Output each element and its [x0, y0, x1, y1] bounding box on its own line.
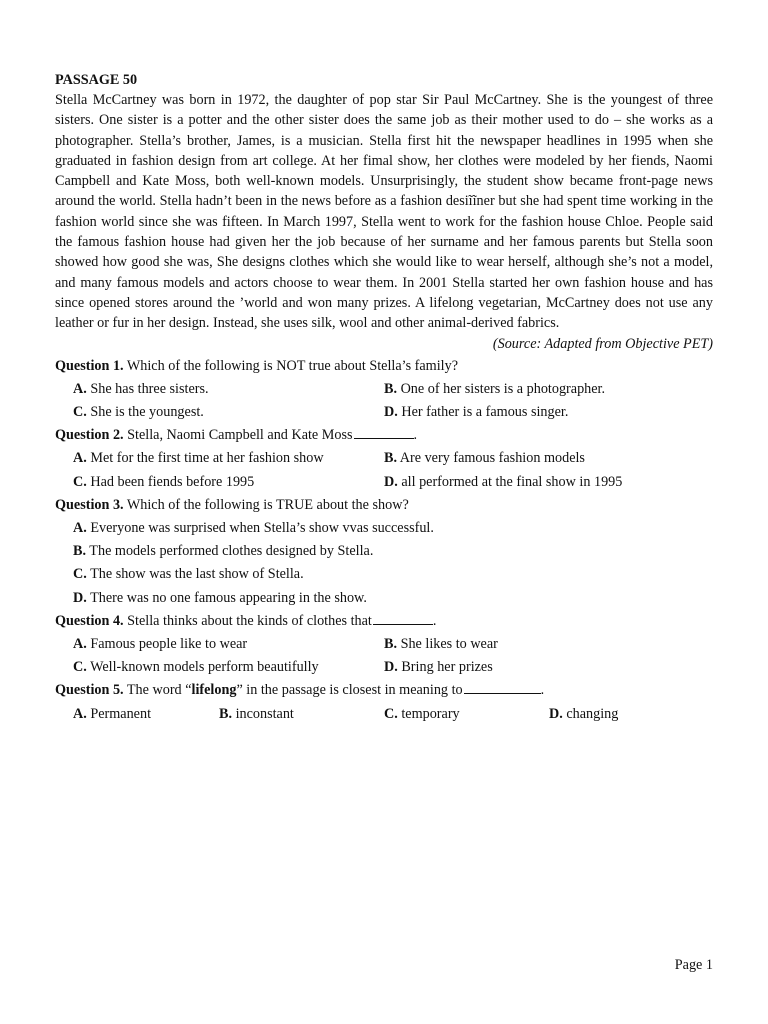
option-b — [219, 703, 294, 726]
question-tail: . — [540, 682, 545, 699]
question-label: Question 5. — [55, 682, 124, 699]
option-text: Are very famous fashion models — [397, 450, 585, 467]
option-row — [55, 401, 713, 424]
passage-text: Stella McCartney was born in 1972, the daughter of pop star Sir Paul McCartney. She is the youngest of three sisters. One sister is a potter and the other sister does the same job as their mother used to do – she works as a photographer. Stella’s brother, James, is a musician. Stella first hit the newspaper headlines in 1995 when she graduated in fashion design from art college. At her fimal show, her clothes were modeled by her fiends, Naomi Campbell and Kate Moss, both well-known models. Unsurprisingly, the student show became front-page news around the world. Stella hadn’t been in the news before as a fashion desiĩĩner but she had spent time working in the fashion world since she was fifteen. In March 1997, Stella went to work for the fashion house Chloe. People said the famous fashion house had given her the job because of her surname and her famous parents but Stella soon showed how good she was, She designs clothes which she would like to wear herself, although she’s not a model, and many famous models and actors choose to wear them. In 2001 Stella started her own fashion house and has since opened stores around the ’world and won many prizes. A lifelong vegetarian, McCartney does not use any leather or fur in her design. Instead, she uses silk, wool and other animal-derived fabrics. — [55, 92, 713, 332]
option-letter: C. — [73, 566, 87, 583]
option-b — [384, 633, 498, 656]
option-letter: D. — [384, 659, 398, 676]
question-label: Question 1. — [55, 357, 124, 374]
answer-blank — [464, 679, 541, 694]
option-letter: B. — [384, 380, 398, 397]
question-tail: . — [432, 612, 437, 629]
question-keyword: lifelong — [191, 682, 237, 699]
option-row — [55, 471, 713, 494]
option-d — [384, 656, 493, 679]
option-letter: D. — [73, 589, 87, 606]
option-text: all performed at the final show in 1995 — [397, 473, 623, 490]
option-letter: C. — [73, 473, 87, 490]
option-d — [549, 703, 618, 726]
passage-title: PASSAGE 50 — [55, 72, 138, 88]
question-text: Stella, Naomi Campbell and Kate Moss — [123, 427, 353, 444]
question-tail: . — [413, 427, 418, 444]
option-text: Had been fiends before 1995 — [86, 473, 255, 490]
option-text: Met for the first time at her fashion show — [86, 450, 324, 467]
option-letter: A. — [73, 450, 87, 467]
option-row — [55, 378, 713, 401]
option-letter: C. — [73, 403, 87, 420]
question-text: The word “ — [123, 682, 192, 699]
option-text: Everyone was surprised when Stella’s show vvas successful. — [86, 519, 434, 536]
answer-blank — [373, 610, 433, 625]
option-c — [73, 656, 319, 679]
option-letter: A. — [73, 519, 87, 536]
passage-source: (Source: Adapted from Objective PET) — [492, 335, 713, 352]
question-1 — [55, 355, 713, 378]
option-text: inconstant — [232, 705, 294, 722]
option-row — [55, 656, 713, 679]
option-text: temporary — [397, 705, 460, 722]
option-text: The show was the last show of Stella. — [86, 566, 304, 583]
option-a — [73, 633, 247, 656]
option-letter: C. — [384, 705, 398, 722]
option-row — [55, 703, 713, 726]
option-text: She likes to wear — [397, 635, 498, 652]
option-letter: C. — [73, 659, 87, 676]
option-a — [55, 517, 713, 540]
option-b — [384, 378, 605, 401]
option-c — [73, 401, 204, 424]
question-text: Stella thinks about the kinds of clothes that — [123, 612, 372, 629]
option-text: Permanent — [86, 705, 152, 722]
option-letter: B. — [73, 543, 87, 560]
option-letter: A. — [73, 380, 87, 397]
option-text: She has three sisters. — [86, 380, 209, 397]
option-text: One of her sisters is a photographer. — [397, 380, 606, 397]
option-a — [73, 703, 151, 726]
option-letter: A. — [73, 705, 87, 722]
answer-blank — [354, 424, 414, 439]
option-d — [384, 401, 568, 424]
option-text: The models performed clothes designed by Stella. — [86, 543, 374, 560]
option-letter: B. — [384, 450, 398, 467]
option-text: Famous people like to wear — [86, 635, 248, 652]
question-text: Which of the following is NOT true about Stella’s family? — [123, 357, 458, 374]
question-2 — [55, 424, 713, 447]
option-letter: B. — [384, 635, 398, 652]
question-label: Question 2. — [55, 427, 124, 444]
option-text: changing — [562, 705, 619, 722]
option-text: There was no one famous appearing in the show. — [86, 589, 367, 606]
option-b — [55, 540, 713, 563]
option-c — [55, 563, 713, 586]
option-text: She is the youngest. — [86, 403, 204, 420]
option-letter: D. — [384, 473, 398, 490]
option-row — [55, 633, 713, 656]
option-text: Well-known models perform beautifully — [86, 659, 319, 676]
option-b — [384, 447, 585, 470]
question-3 — [55, 494, 713, 517]
question-text: ” in the passage is closest in meaning to — [236, 682, 463, 699]
option-d — [55, 587, 713, 610]
option-letter: D. — [384, 403, 398, 420]
option-letter: B. — [219, 705, 233, 722]
option-letter: D. — [549, 705, 563, 722]
option-c — [73, 471, 254, 494]
question-label: Question 4. — [55, 612, 124, 629]
option-a — [73, 378, 209, 401]
option-c — [384, 703, 460, 726]
option-text: Bring her prizes — [397, 659, 493, 676]
question-5 — [55, 679, 713, 702]
option-text: Her father is a famous singer. — [397, 403, 569, 420]
question-label: Question 3. — [55, 496, 124, 513]
option-a — [73, 447, 324, 470]
question-text: Which of the following is TRUE about the show? — [123, 496, 409, 513]
option-letter: A. — [73, 635, 87, 652]
question-4 — [55, 610, 713, 633]
option-row — [55, 447, 713, 470]
option-d — [384, 471, 622, 494]
document-page — [55, 70, 713, 726]
page-number: Page 1 — [674, 957, 713, 973]
